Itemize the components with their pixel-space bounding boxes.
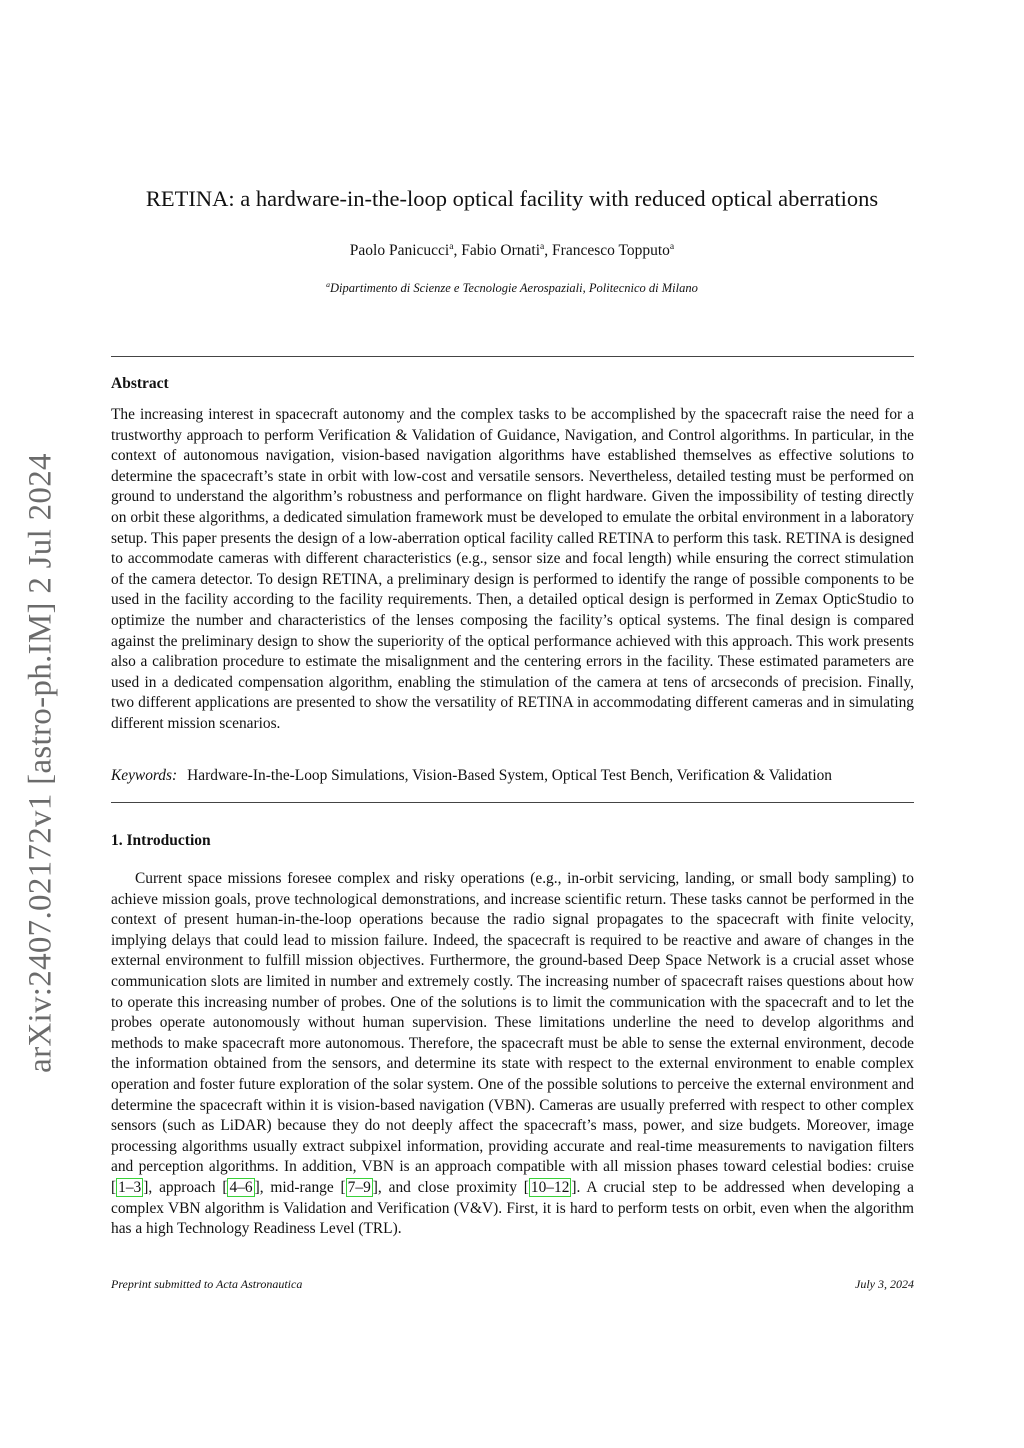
author-affiliation-mark: a [449,240,454,252]
introduction-text: ]. A crucial step to be addressed when developing a complex VBN algorithm is Validation and Verification (V&V). First, it is hard to perform tests on orbit, even when the algorithm has a high Technology Readiness Level (TRL). [111,1178,914,1238]
abstract-top-rule [111,356,914,357]
author-list: Paolo Panicucci$^a$, Fabio Ornati$^a$, Francesco Topputo$^a$ [349,240,675,259]
affiliation [0,281,1024,296]
author-name: Paolo Panicucci [349,242,450,259]
introduction-paragraph [111,869,914,1240]
author-affiliation-mark: a [540,240,545,252]
citation-link[interactable]: 1–3 [118,1178,142,1196]
citation-link[interactable]: 10–12 [530,1178,570,1196]
page-footer [111,1277,914,1292]
citation-link[interactable]: 7–9 [347,1178,371,1196]
keywords [111,767,914,785]
affiliation-mark: a [326,279,330,289]
introduction-text: Current space missions foresee complex and risky operations (e.g., in-orbit servicing, landing, or small body sampling) to achieve mission goals, prove technological demonstrations, and increase scientific return. These tasks cannot be performed in the context of present human-in-the-loop operations because the radio signal propagates to the spacecraft with finite velocity, implying delays that could lead to mission failure. Indeed, the spacecraft is required to be reactive and aware of changes in the external environment to fulfill mission objectives. Furthermore, the ground-based Deep Space Network is a crucial asset whose communication slots are limited in number and extremely costly. The increasing number of spacecraft raises questions about how to operate this increasing number of probes. One of the solutions is to limit the communication with the spacecraft and to let the probes operate autonomously without human supervision. These limitations underline the need to develop algorithms and methods to make spacecraft more autonomous. Therefore, the spacecraft must be able to sense the external environment, decode the information obtained from the sensors, and determine its state with respect to the external environment to enable complex operation and foster future exploration of the solar system. One of the possible solutions to perceive the external environment and determine the spacecraft within it is vision-based navigation (VBN). Cameras are usually preferred with respect to other complex sensors (such as LiDAR) because they do not deeply affect the spacecraft’s mass, power, and size budgets. Moreover, image processing algorithms usually extract subpixel information, providing accurate and real-time measurements to navigation filters and perception algorithms. In addition, VBN is an approach compatible with all mission phases toward celestial bodies: cruise [ [111,870,914,1196]
footer-date: July 3, 2024 [855,1277,914,1291]
paper-title: RETINA: a hardware-in-the-loop optical facility with reduced optical aberrations [145,186,879,211]
introduction-text: ], approach [ [143,1178,228,1196]
citation-link[interactable]: 4–6 [229,1178,253,1196]
author-affiliation-mark: a [669,240,675,252]
abstract-body: The increasing interest in spacecraft autonomy and the complex tasks to be accomplished by the spacecraft raise the need for a trustworthy approach to perform Verification & Validation of Guidance, Navigation, and Control algorithms. In particular, in the context of autonomous navigation, vision-based navigation algorithms have established themselves as effective solutions to determine the spacecraft’s state in orbit with low-cost and versatile sensors. Nevertheless, detailed testing must be performed on ground to understand the algorithm’s robustness and performance on flight hardware. Given the impossibility of testing directly on orbit these algorithms, a dedicated simulation framework must be developed to emulate the orbital environment in a laboratory setup. This paper presents the design of a low-aberration optical facility called RETINA to perform this task. RETINA is designed to accommodate cameras with different characteristics (e.g., sensor size and focal length) while ensuring the correct stimulation of the camera detector. To design RETINA, a preliminary design is performed to identify the range of possible components to be used in the facility according to the facility requirements. Then, a detailed optical design is performed in Zemax OpticStudio to optimize the number and characteristics of the lenses composing the facility’s optical systems. The final design is compared against the preliminary design to show the superiority of the optical performance achieved with this approach. This work presents also a calibration procedure to estimate the misalignment and the centering errors in the facility. These estimated parameters are used in a dedicated compensation algorithm, enabling the stimulation of the camera at tens of arcseconds of precision. Finally, two different applications are presented to show the versatility of RETINA in accommodating different cameras and in simulating different mission scenarios. [111,406,914,732]
abstract-bottom-rule [111,802,914,803]
author-name: Francesco Topputo [552,242,670,259]
keywords-text: Hardware-In-the-Loop Simulations, Vision-Based System, Optical Test Bench, Verification & Validation [187,767,832,784]
author-name: Fabio Ornati [461,242,541,259]
section-heading-introduction: 1. Introduction [111,832,211,849]
introduction-text: ], mid-range [ [254,1178,346,1196]
keywords-label: Keywords: [111,767,178,784]
footer-journal: Preprint submitted to Acta Astronautica [111,1277,303,1291]
affiliation-text: Dipartimento di Scienze e Tecnologie Aerospaziali, Politecnico di Milano [329,281,698,295]
introduction-text: ], and close proximity [ [372,1178,529,1196]
arxiv-watermark: arXiv:2407.02172v1 [astro-ph.IM] 2 Jul 2024 [22,453,59,1073]
abstract-heading: Abstract [111,375,169,392]
